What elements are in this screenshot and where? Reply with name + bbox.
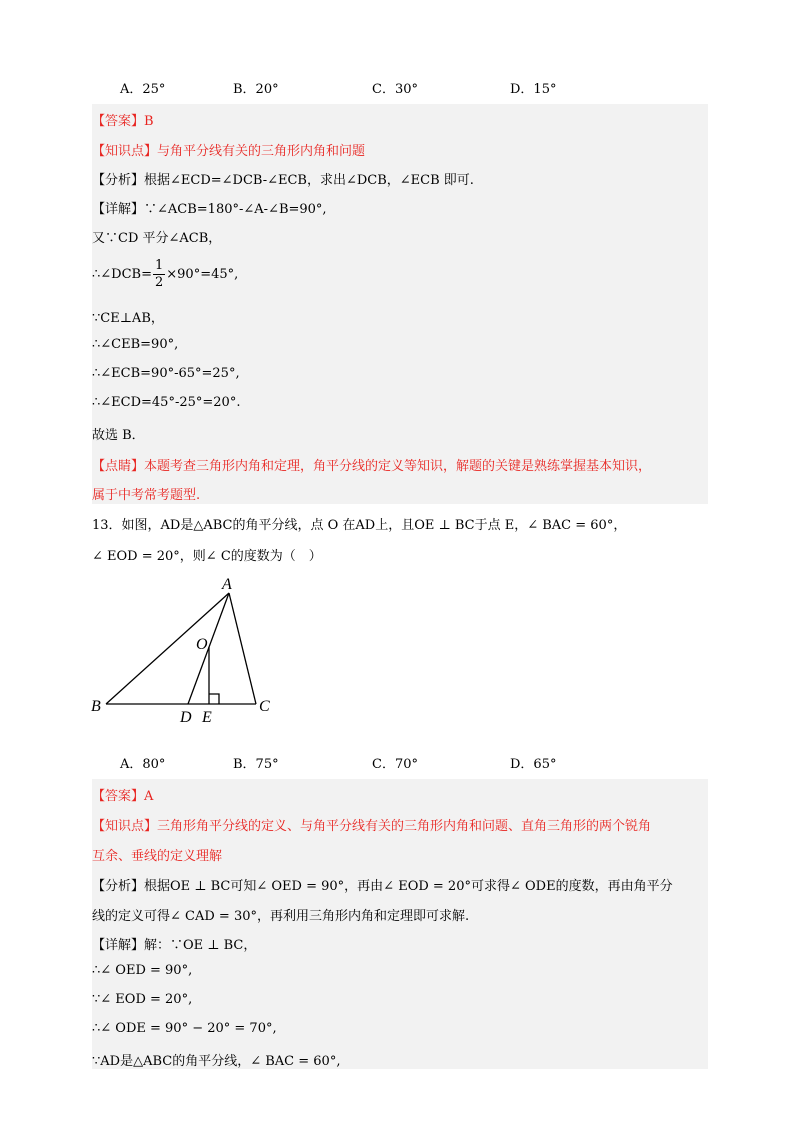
q13-analysis-2: 线的定义可得∠ CAD = 30°，再利用三角形内角和定理即可求解.: [92, 909, 470, 924]
q12-detail-7: ∴∠ECD=45°-25°=20°.: [92, 395, 241, 410]
q13-stem-1: 13．如图，AD是△ABC的角平分线，点 O 在AD上，且OE ⊥ BC于点 E，∠ BAC = 60°，: [92, 518, 627, 533]
segment-ac: [229, 593, 256, 704]
q12-option-b[interactable]: B．20°: [233, 82, 279, 97]
q13-solution-box: [92, 779, 708, 1069]
label-e: E: [202, 709, 212, 725]
q12-option-d[interactable]: D．15°: [510, 82, 557, 97]
label-c: C: [259, 698, 270, 715]
q12-detail-1: 【详解】∵∠ACB=180°-∠A-∠B=90°,: [92, 202, 327, 217]
q13-triangle-figure: [88, 575, 288, 725]
q12-detail-3: ∴∠DCB= $\frac{1}{2}$ ×90°=45°,: [92, 258, 239, 290]
label-o: O: [196, 636, 208, 653]
q13-option-c[interactable]: C．70°: [372, 757, 418, 772]
q13-detail-4: ∴∠ ODE = 90° − 20° = 70°,: [92, 1021, 277, 1036]
q13-analysis-1: 【分析】根据OE ⊥ BC可知∠ OED = 90°，再由∠ EOD = 20°可求得∠ ODE的度数，再由角平分: [92, 879, 673, 894]
label-b: B: [91, 698, 101, 715]
q12-detail-2: 又∵CD 平分∠ACB，: [92, 231, 222, 246]
q12-detail-6: ∴∠ECB=90°-65°=25°,: [92, 366, 240, 381]
q12-option-c[interactable]: C．30°: [372, 82, 418, 97]
label-d: D: [180, 709, 192, 725]
q13-detail-1: 【详解】解：∵OE ⊥ BC，: [92, 938, 257, 953]
fraction-one-half: $\frac{1}{2}$: [154, 258, 164, 290]
q12-detail-5: ∴∠CEB=90°,: [92, 337, 179, 352]
label-a: A: [222, 576, 232, 593]
q13-detail-5: ∵AD是△ABC的角平分线，∠ BAC = 60°,: [92, 1054, 341, 1069]
q13-knowledge-1: 【知识点】三角形角平分线的定义、与角平分线有关的三角形内角和问题、直角三角形的两个锐角: [92, 819, 652, 834]
q12-comment-2: 属于中考常考题型.: [92, 488, 201, 503]
q13-stem-2: ∠ EOD = 20°，则∠ C的度数为（ ）: [92, 549, 322, 564]
q12-knowledge: 【知识点】与角平分线有关的三角形内角和问题: [92, 144, 366, 159]
q13-detail-2: ∴∠ OED = 90°,: [92, 963, 193, 978]
q13-knowledge-2: 互余、垂线的定义理解: [92, 849, 223, 864]
q12-answer: 【答案】B: [92, 114, 154, 129]
q12-analysis: 【分析】根据∠ECD=∠DCB-∠ECB，求出∠DCB，∠ECB 即可.: [92, 173, 474, 188]
q13-option-a[interactable]: A．80°: [120, 757, 166, 772]
right-angle-mark: [209, 694, 219, 704]
q12-option-a[interactable]: A．25°: [120, 82, 166, 97]
q12-solution-box: [92, 104, 708, 504]
q13-option-b[interactable]: B．75°: [233, 757, 279, 772]
q13-detail-3: ∵∠ EOD = 20°,: [92, 992, 193, 1007]
q13-option-d[interactable]: D．65°: [510, 757, 557, 772]
q12-conclusion: 故选 B．: [92, 428, 145, 443]
q12-comment-1: 【点睛】本题考查三角形内角和定理，角平分线的定义等知识，解题的关键是熟练掌握基本知识，: [92, 459, 652, 474]
q12-detail-4: ∵CE⊥AB，: [92, 311, 164, 326]
segment-ab: [106, 593, 229, 704]
q13-answer: 【答案】A: [92, 789, 154, 804]
